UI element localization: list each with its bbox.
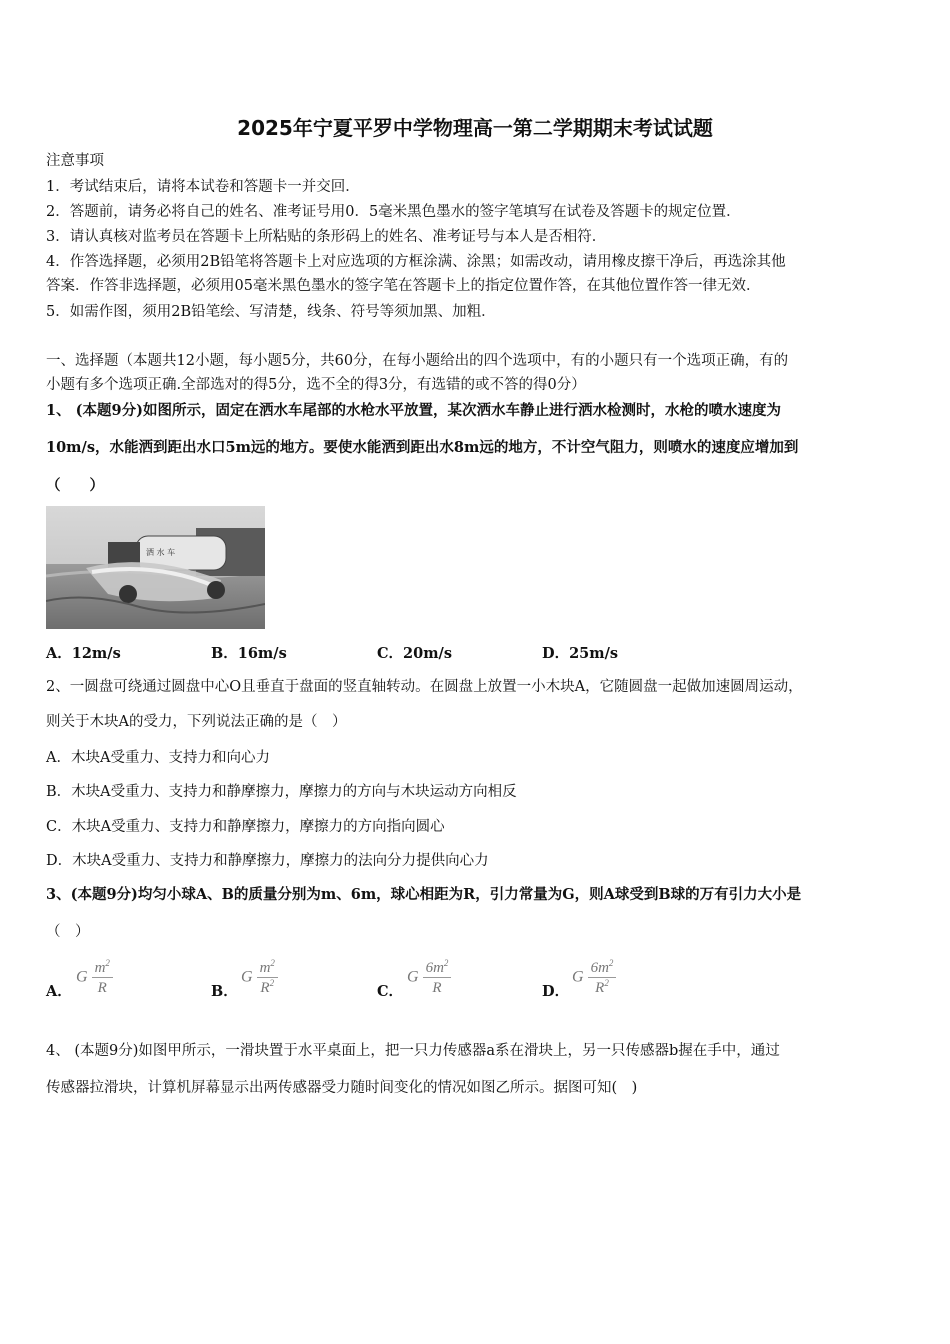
q2-option-c: C．木块A受重力、支持力和静摩擦力，摩擦力的方向指向圆心: [46, 819, 445, 835]
question-4-text: 4、 (本题9分)如图甲所示，一滑块置于水平桌面上，把一只力传感器a系在滑块上，另一只传感器b握在手中，通过: [46, 1043, 780, 1059]
question-1-text: 1、 (本题9分)如图所示，固定在洒水车尾部的水枪水平放置，某次洒水车静止进行洒水检测时，水枪的喷水速度为: [46, 402, 781, 419]
notice-item: 4．作答选择题，必须用2B铅笔将答题卡上对应选项的方框涂满、涂黑；如需改动，请用橡皮擦干净后，再选涂其他: [46, 254, 786, 270]
q3-option-b-formula: G $\frac{m^2}{R^2}$: [241, 958, 278, 997]
q3-option-d-formula: G $\frac{6m^2}{R^2}$: [572, 958, 616, 997]
q1-option-d: D．25m/s: [542, 645, 619, 662]
notice-item: 2．答题前，请务必将自己的姓名、准考证号用0．5毫米黑色墨水的签字笔填写在试卷及答题卡的规定位置．: [46, 204, 741, 220]
notice-item: 答案．作答非选择题，必须用05毫米黑色墨水的签字笔在答题卡上的指定位置作答，在其他位置作答一律无效．: [46, 278, 761, 294]
notice-heading: 注意事项: [46, 153, 104, 169]
question-4-text: 传感器拉滑块，计算机屏幕显示出两传感器受力随时间变化的情况如图乙所示。据图可知( ): [46, 1080, 638, 1096]
water-truck-photo: [46, 506, 265, 629]
question-3-text: 3、(本题9分)均匀小球A、B的质量分别为m、6m，球心相距为R，引力常量为G，则A球受到B球的万有引力大小是: [46, 886, 802, 903]
question-2-text: 2、一圆盘可绕通过圆盘中心O且垂直于盘面的竖直轴转动。在圆盘上放置一小木块A，它随圆盘一起做加速圆周运动，: [46, 679, 803, 695]
section-heading: 一、选择题（本题共12小题，每小题5分，共60分，在每小题给出的四个选项中，有的小题只有一个选项正确，有的: [46, 353, 789, 369]
q3-option-a-letter: A．: [46, 983, 72, 1000]
q1-option-a: A．12m/s: [46, 645, 121, 662]
q2-option-a: A．木块A受重力、支持力和向心力: [46, 750, 270, 766]
q3-option-d-letter: D．: [542, 983, 570, 1000]
question-2-text: 则关于木块A的受力，下列说法正确的是（ ）: [46, 714, 347, 730]
notice-item: 1．考试结束后，请将本试卷和答题卡一并交回．: [46, 179, 360, 195]
notice-item: 5．如需作图，须用2B铅笔绘、写清楚，线条、符号等须加黑、加粗．: [46, 304, 496, 320]
q1-option-c: C．20m/s: [377, 645, 453, 662]
q2-option-d: D．木块A受重力、支持力和静摩擦力，摩擦力的法向分力提供向心力: [46, 853, 489, 869]
q2-option-b: B．木块A受重力、支持力和静摩擦力，摩擦力的方向与木块运动方向相反: [46, 784, 517, 800]
notice-item: 3．请认真核对监考员在答题卡上所粘贴的条形码上的姓名、准考证号与本人是否相符．: [46, 229, 607, 245]
q3-option-b-letter: B．: [211, 983, 238, 1000]
section-heading-cont: 小题有多个选项正确.全部选对的得5分，选不全的得3分，有选错的或不答的得0分）: [46, 377, 586, 393]
svg-text:洒 水 车: 洒 水 车: [146, 548, 176, 557]
question-3-blank: （ ）: [46, 924, 90, 940]
q3-option-c-letter: C．: [377, 983, 404, 1000]
question-1-text: 10m/s，水能洒到距出水口5m远的地方。要使水能洒到距出水8m远的地方，不计空气阻力，则喷水的速度应增加到: [46, 439, 799, 456]
page-title: 2025年宁夏平罗中学物理高一第二学期期末考试试题: [237, 116, 713, 140]
q1-option-b: B．16m/s: [211, 645, 287, 662]
q3-option-a-formula: G $\frac{m^2}{R}$: [76, 958, 113, 997]
question-1-blank: （ ）: [46, 477, 104, 494]
q3-option-c-formula: G $\frac{6m^2}{R}$: [407, 958, 451, 997]
